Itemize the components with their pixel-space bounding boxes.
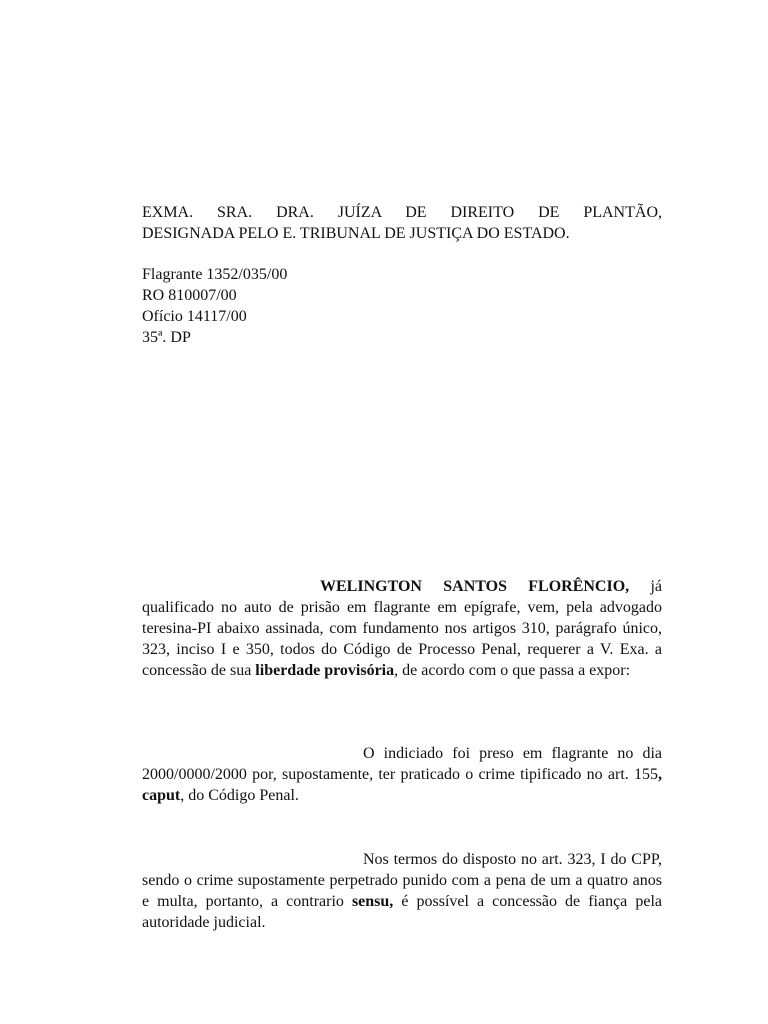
- paragraph-1-text-b: , de acordo com o que passa a expor:: [394, 662, 631, 679]
- paragraph-2-text-a: O indiciado foi preso em flagrante no dia 2000/0000/2000 por, supostamente, ter praticado o crime tipificado no art. 155: [142, 745, 662, 783]
- case-references: [142, 264, 662, 348]
- paragraph-3-text-a: Nos termos do disposto no art. 323, I do CPP, sendo o crime supostamente perpetrado punido com a pena de um a quatro anos e multa, portanto, a contrario: [142, 851, 662, 910]
- paragraph-3-text-b: é possível a concessão de fiança pela autoridade judicial.: [142, 893, 662, 931]
- petition-paragraph-3: [142, 849, 662, 933]
- paragraph-3-bold-term: sensu,: [351, 893, 394, 910]
- paragraph-2-bold-term: , caput: [142, 766, 662, 804]
- reference-oficio: Ofício 14117/00: [142, 308, 247, 325]
- addressee-line-1: EXMA. SRA. DRA. JUÍZA DE DIREITO DE PLANTÃO,: [142, 204, 662, 221]
- paragraph-1-bold-term: liberdade provisória: [255, 662, 395, 679]
- paragraph-2-text-b: , do Código Penal.: [180, 787, 299, 804]
- paragraph-1-text-a: já qualificado no auto de prisão em flagrante em epígrafe, vem, pela advogado teresina-PI abaixo assinada, com fundamento nos artigos 310, parágrafo único, 323, inciso I e 350, todos do Código de Processo Penal, requerer a V. Exa. a concessão de sua: [142, 578, 663, 679]
- reference-dp: 35ª. DP: [142, 329, 191, 346]
- addressee-line-2: DESIGNADA PELO E. TRIBUNAL DE JUSTIÇA DO ESTADO.: [142, 225, 570, 242]
- reference-flagrante: Flagrante 1352/035/00: [142, 266, 288, 283]
- defendant-name: WELINGTON SANTOS FLORÊNCIO,: [320, 578, 630, 595]
- reference-ro: RO 810007/00: [142, 287, 237, 304]
- addressee-heading: [142, 202, 662, 244]
- petition-paragraph-1: [142, 576, 662, 681]
- petition-paragraph-2: [142, 743, 662, 806]
